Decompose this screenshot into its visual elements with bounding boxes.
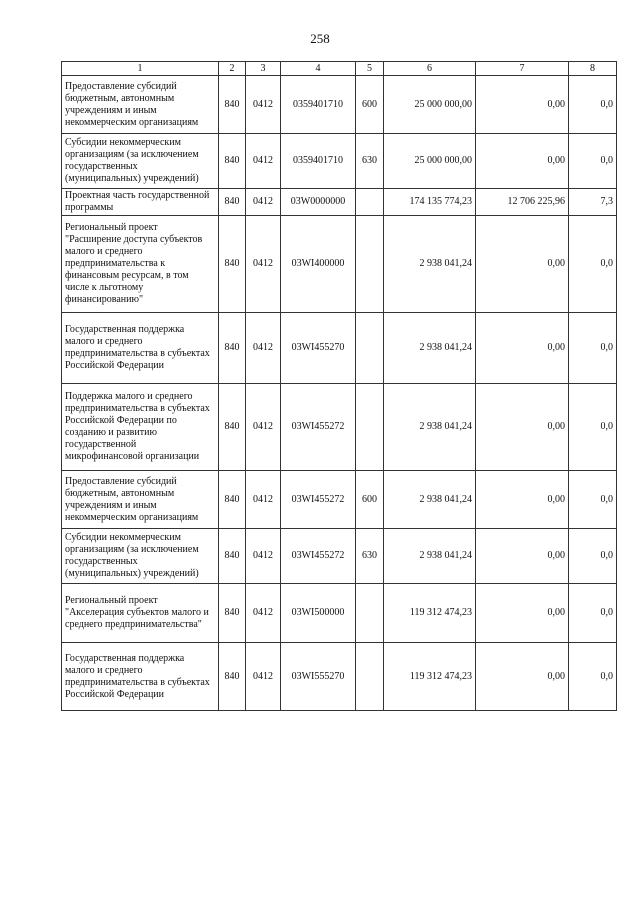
row-name: Субсидии некоммерческим организациям (за исключением государственных (муниципальных) учреждений) — [62, 529, 219, 584]
column-header: 4 — [281, 62, 356, 76]
column-header: 1 — [62, 62, 219, 76]
planned-amount: 2 938 041,24 — [384, 471, 476, 529]
ministry-code: 840 — [219, 471, 246, 529]
ministry-code: 840 — [219, 134, 246, 189]
target-code: 03WI455272 — [281, 529, 356, 584]
row-name: Поддержка малого и среднего предпринимательства в субъектах Российской Федерации по созданию и развитию государственной микрофинансовой организации — [62, 384, 219, 471]
table-row — [62, 216, 617, 313]
expense-type: 630 — [356, 529, 384, 584]
execution-percent: 0,0 — [569, 76, 617, 134]
target-code: 03WI555270 — [281, 643, 356, 711]
executed-amount: 0,00 — [476, 134, 569, 189]
expense-type — [356, 216, 384, 313]
executed-amount: 0,00 — [476, 584, 569, 643]
header-row — [62, 62, 617, 76]
executed-amount: 0,00 — [476, 216, 569, 313]
expense-type — [356, 643, 384, 711]
table-row — [62, 529, 617, 584]
column-header: 7 — [476, 62, 569, 76]
table-row — [62, 189, 617, 216]
planned-amount: 2 938 041,24 — [384, 384, 476, 471]
planned-amount: 2 938 041,24 — [384, 529, 476, 584]
section-code: 0412 — [246, 76, 281, 134]
target-code: 03WI500000 — [281, 584, 356, 643]
section-code: 0412 — [246, 216, 281, 313]
section-code: 0412 — [246, 384, 281, 471]
row-name: Региональный проект "Акселерация субъектов малого и среднего предпринимательства" — [62, 584, 219, 643]
table-row — [62, 134, 617, 189]
column-header: 2 — [219, 62, 246, 76]
target-code: 03WI400000 — [281, 216, 356, 313]
execution-percent: 0,0 — [569, 584, 617, 643]
executed-amount: 12 706 225,96 — [476, 189, 569, 216]
table-row — [62, 643, 617, 711]
table-row — [62, 384, 617, 471]
target-code: 03W0000000 — [281, 189, 356, 216]
ministry-code: 840 — [219, 189, 246, 216]
ministry-code: 840 — [219, 584, 246, 643]
column-header: 6 — [384, 62, 476, 76]
target-code: 0359401710 — [281, 134, 356, 189]
ministry-code: 840 — [219, 76, 246, 134]
planned-amount: 119 312 474,23 — [384, 643, 476, 711]
row-name: Региональный проект "Расширение доступа субъектов малого и среднего предпринимательства к финансовым ресурсам, в том числе к льготному финансированию" — [62, 216, 219, 313]
execution-percent: 0,0 — [569, 313, 617, 384]
row-name: Проектная часть государственной программы — [62, 189, 219, 216]
section-code: 0412 — [246, 189, 281, 216]
execution-percent: 7,3 — [569, 189, 617, 216]
table-row — [62, 76, 617, 134]
planned-amount: 25 000 000,00 — [384, 76, 476, 134]
executed-amount: 0,00 — [476, 529, 569, 584]
planned-amount: 174 135 774,23 — [384, 189, 476, 216]
target-code: 0359401710 — [281, 76, 356, 134]
executed-amount: 0,00 — [476, 384, 569, 471]
ministry-code: 840 — [219, 643, 246, 711]
row-name: Субсидии некоммерческим организациям (за исключением государственных (муниципальных) учреждений) — [62, 134, 219, 189]
target-code: 03WI455272 — [281, 384, 356, 471]
planned-amount: 2 938 041,24 — [384, 313, 476, 384]
planned-amount: 119 312 474,23 — [384, 584, 476, 643]
execution-percent: 0,0 — [569, 384, 617, 471]
row-name: Предоставление субсидий бюджетным, автономным учреждениям и иным некоммерческим организациям — [62, 471, 219, 529]
column-header: 8 — [569, 62, 617, 76]
table-row — [62, 313, 617, 384]
expense-type: 600 — [356, 471, 384, 529]
expense-type — [356, 584, 384, 643]
column-header: 5 — [356, 62, 384, 76]
execution-percent: 0,0 — [569, 216, 617, 313]
table-row — [62, 471, 617, 529]
section-code: 0412 — [246, 643, 281, 711]
execution-percent: 0,0 — [569, 134, 617, 189]
section-code: 0412 — [246, 313, 281, 384]
executed-amount: 0,00 — [476, 471, 569, 529]
ministry-code: 840 — [219, 216, 246, 313]
column-header: 3 — [246, 62, 281, 76]
execution-percent: 0,0 — [569, 529, 617, 584]
row-name: Государственная поддержка малого и среднего предпринимательства в субъектах Российской Федерации — [62, 313, 219, 384]
target-code: 03WI455272 — [281, 471, 356, 529]
executed-amount: 0,00 — [476, 76, 569, 134]
ministry-code: 840 — [219, 313, 246, 384]
ministry-code: 840 — [219, 384, 246, 471]
planned-amount: 25 000 000,00 — [384, 134, 476, 189]
section-code: 0412 — [246, 529, 281, 584]
section-code: 0412 — [246, 471, 281, 529]
expense-type: 600 — [356, 76, 384, 134]
expense-type — [356, 313, 384, 384]
table-row — [62, 584, 617, 643]
section-code: 0412 — [246, 134, 281, 189]
executed-amount: 0,00 — [476, 643, 569, 711]
target-code: 03WI455270 — [281, 313, 356, 384]
expense-type — [356, 189, 384, 216]
section-code: 0412 — [246, 584, 281, 643]
expense-type: 630 — [356, 134, 384, 189]
expense-type — [356, 384, 384, 471]
planned-amount: 2 938 041,24 — [384, 216, 476, 313]
row-name: Предоставление субсидий бюджетным, автономным учреждениям и иным некоммерческим организациям — [62, 76, 219, 134]
ministry-code: 840 — [219, 529, 246, 584]
execution-percent: 0,0 — [569, 643, 617, 711]
execution-percent: 0,0 — [569, 471, 617, 529]
page-number: 258 — [310, 31, 330, 46]
executed-amount: 0,00 — [476, 313, 569, 384]
row-name: Государственная поддержка малого и среднего предпринимательства в субъектах Российской Федерации — [62, 643, 219, 711]
budget-table — [61, 61, 617, 711]
